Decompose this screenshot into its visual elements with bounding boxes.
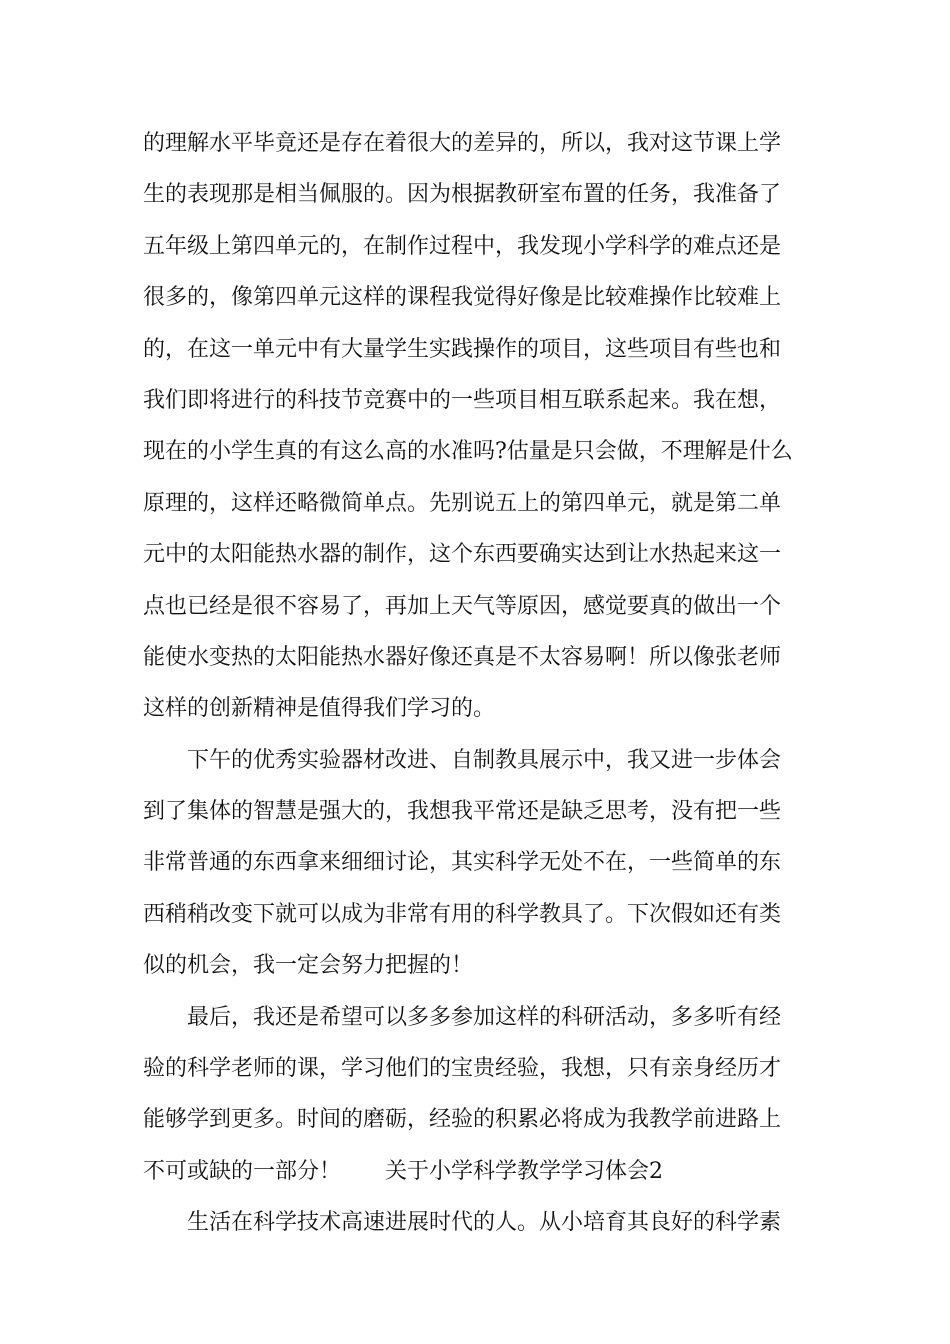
text-line: 的，在这一单元中有大量学生实践操作的项目，这些项目有些也和 bbox=[143, 336, 782, 362]
text-line: 五年级上第四单元的，在制作过程中，我发现小学科学的难点还是 bbox=[143, 233, 782, 259]
text-line: 的理解水平毕竟还是存在着很大的差异的，所以，我对这节课上学 bbox=[143, 131, 782, 156]
text-line: 西稍稍改变下就可以成为非常有用的科学教具了。下次假如还有类 bbox=[143, 901, 782, 927]
text-line: 非常普通的东西拿来细细讨论，其实科学无处不在，一些简单的东 bbox=[143, 850, 782, 876]
text-line: 能够学到更多。时间的磨砺，经验的积累必将成为我教学前进路上 bbox=[143, 1107, 782, 1133]
paragraph-start-line: 最后，我还是希望可以多多参加这样的科研活动，多多听有经 bbox=[187, 1004, 782, 1030]
text-line: 能使水变热的太阳能热水器好像还真是不太容易啊！所以像张老师 bbox=[143, 644, 782, 670]
text-line: 不可或缺的一部分！ 关于小学科学教学学习体会2 bbox=[143, 1158, 663, 1184]
text-line: 验的科学老师的课，学习他们的宝贵经验，我想，只有亲身经历才 bbox=[143, 1056, 782, 1082]
paragraph-start-line: 下午的优秀实验器材改进、自制教具展示中，我又进一步体会 bbox=[187, 747, 782, 773]
body-text bbox=[143, 126, 813, 1257]
text-line: 到了集体的智慧是强大的，我想我平常还是缺乏思考，没有把一些 bbox=[143, 799, 782, 825]
text-line: 原理的，这样还略微简单点。先别说五上的第四单元，就是第二单 bbox=[143, 490, 782, 516]
text-line: 似的机会，我一定会努力把握的！ bbox=[143, 953, 474, 979]
text-line: 元中的太阳能热水器的制作，这个东西要确实达到让水热起来这一 bbox=[143, 542, 782, 568]
text-line: 这样的创新精神是值得我们学习的。 bbox=[143, 696, 496, 722]
text-line: 点也已经是很不容易了，再加上天气等原因，感觉要真的做出一个 bbox=[143, 593, 782, 619]
paragraph-start-line: 生活在科学技术高速进展时代的人。从小培育其良好的科学素 bbox=[187, 1210, 782, 1236]
text-line: 我们即将进行的科技节竞赛中的一些项目相互联系起来。我在想， bbox=[143, 387, 782, 413]
text-line: 很多的，像第四单元这样的课程我觉得好像是比较难操作比较难上 bbox=[143, 285, 782, 311]
text-line: 现在的小学生真的有这么高的水准吗?估量是只会做，不理解是什么 bbox=[143, 439, 793, 465]
text-line: 生的表现那是相当佩服的。因为根据教研室布置的任务，我准备了 bbox=[143, 182, 782, 208]
